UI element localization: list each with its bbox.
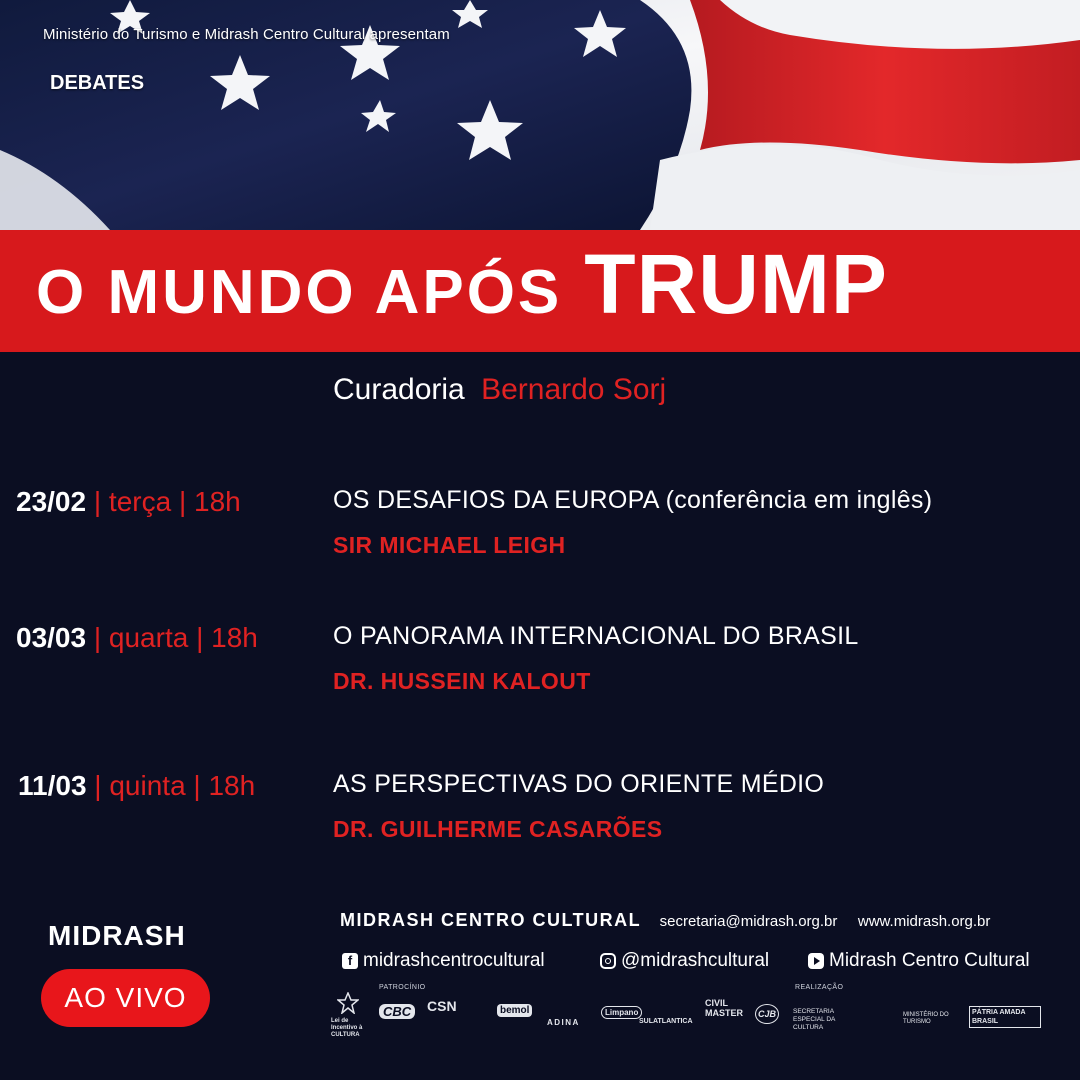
facebook-handle: midrashcentrocultural [363, 950, 545, 971]
presenters-text: Ministério do Turismo e Midrash Centro Cultural apresentam [43, 26, 450, 43]
bemol-logo: bemol [497, 1004, 532, 1017]
title-part-1: O MUNDO APÓS [36, 258, 563, 327]
event-item [0, 486, 1080, 596]
event-topic: O PANORAMA INTERNACIONAL DO BRASIL [333, 622, 859, 650]
cbc-logo: CBC [379, 1004, 415, 1019]
email-link[interactable]: secretaria@midrash.org.br [659, 913, 838, 930]
event-date [16, 622, 258, 654]
youtube-channel: Midrash Centro Cultural [829, 950, 1030, 971]
governo-federal-logo: PÁTRIA AMADA BRASIL [969, 1006, 1041, 1028]
curation [333, 373, 666, 407]
event-day: 03/03 [16, 622, 87, 653]
instagram-icon [600, 953, 616, 969]
youtube-icon [808, 953, 824, 969]
sulatlantica-logo: SULATLANTICA [639, 1018, 693, 1025]
event-date [18, 770, 255, 802]
brand-label: MIDRASH [48, 920, 186, 951]
event-speaker: SIR MICHAEL LEIGH [333, 532, 566, 558]
event-weekday-time: | quinta | 18h [86, 770, 256, 801]
contact-line [340, 910, 990, 931]
event-speaker: DR. GUILHERME CASARÕES [333, 816, 663, 842]
event-weekday-time: | terça | 18h [86, 486, 241, 517]
youtube-link[interactable] [808, 950, 1030, 972]
event-day: 23/02 [16, 486, 87, 517]
limpano-logo: Limpano [601, 1006, 642, 1019]
ministerio-turismo-logo: MINISTÉRIO DO TURISMO [903, 1012, 949, 1025]
secretaria-cultura-logo: SECRETARIA ESPECIAL DA CULTURA [793, 1008, 836, 1031]
event-title [36, 236, 888, 348]
event-item [0, 770, 1080, 880]
patrocinio-label: PATROCÍNIO [379, 984, 426, 991]
event-day: 11/03 [18, 770, 87, 801]
instagram-link[interactable] [600, 950, 769, 972]
curation-label: Curadoria [333, 373, 465, 406]
event-topic: AS PERSPECTIVAS DO ORIENTE MÉDIO [333, 770, 825, 798]
civil-master-logo: CIVIL MASTER [705, 998, 743, 1018]
event-date [16, 486, 241, 518]
cjb-logo: CJB [755, 1004, 779, 1024]
org-name: MIDRASH CENTRO CULTURAL [340, 910, 642, 930]
lei-incentivo-logo: Lei de Incentivo à CULTURA [331, 1018, 363, 1038]
event-weekday-time: | quarta | 18h [86, 622, 258, 653]
instagram-handle: @midrashcultural [621, 950, 770, 971]
csn-logo: CSN [427, 998, 457, 1014]
american-flag-image [0, 0, 1080, 230]
sponsor-logos [329, 984, 1045, 1036]
title-part-2: TRUMP [584, 237, 888, 331]
event-item [0, 622, 1080, 732]
adina-logo: ADINA [547, 1018, 580, 1027]
lei-incentivo-icon [337, 992, 359, 1014]
series-label: DEBATES [50, 72, 145, 94]
event-speaker: DR. HUSSEIN KALOUT [333, 668, 591, 694]
event-topic: OS DESAFIOS DA EUROPA (conferência em inglês) [333, 486, 933, 514]
website-link[interactable]: www.midrash.org.br [857, 913, 991, 930]
live-button[interactable]: AO VIVO [41, 969, 210, 1027]
curator-name: Bernardo Sorj [481, 373, 667, 406]
facebook-link[interactable] [342, 950, 545, 972]
facebook-icon: f [342, 953, 358, 969]
realizacao-label: REALIZAÇÃO [795, 984, 844, 991]
